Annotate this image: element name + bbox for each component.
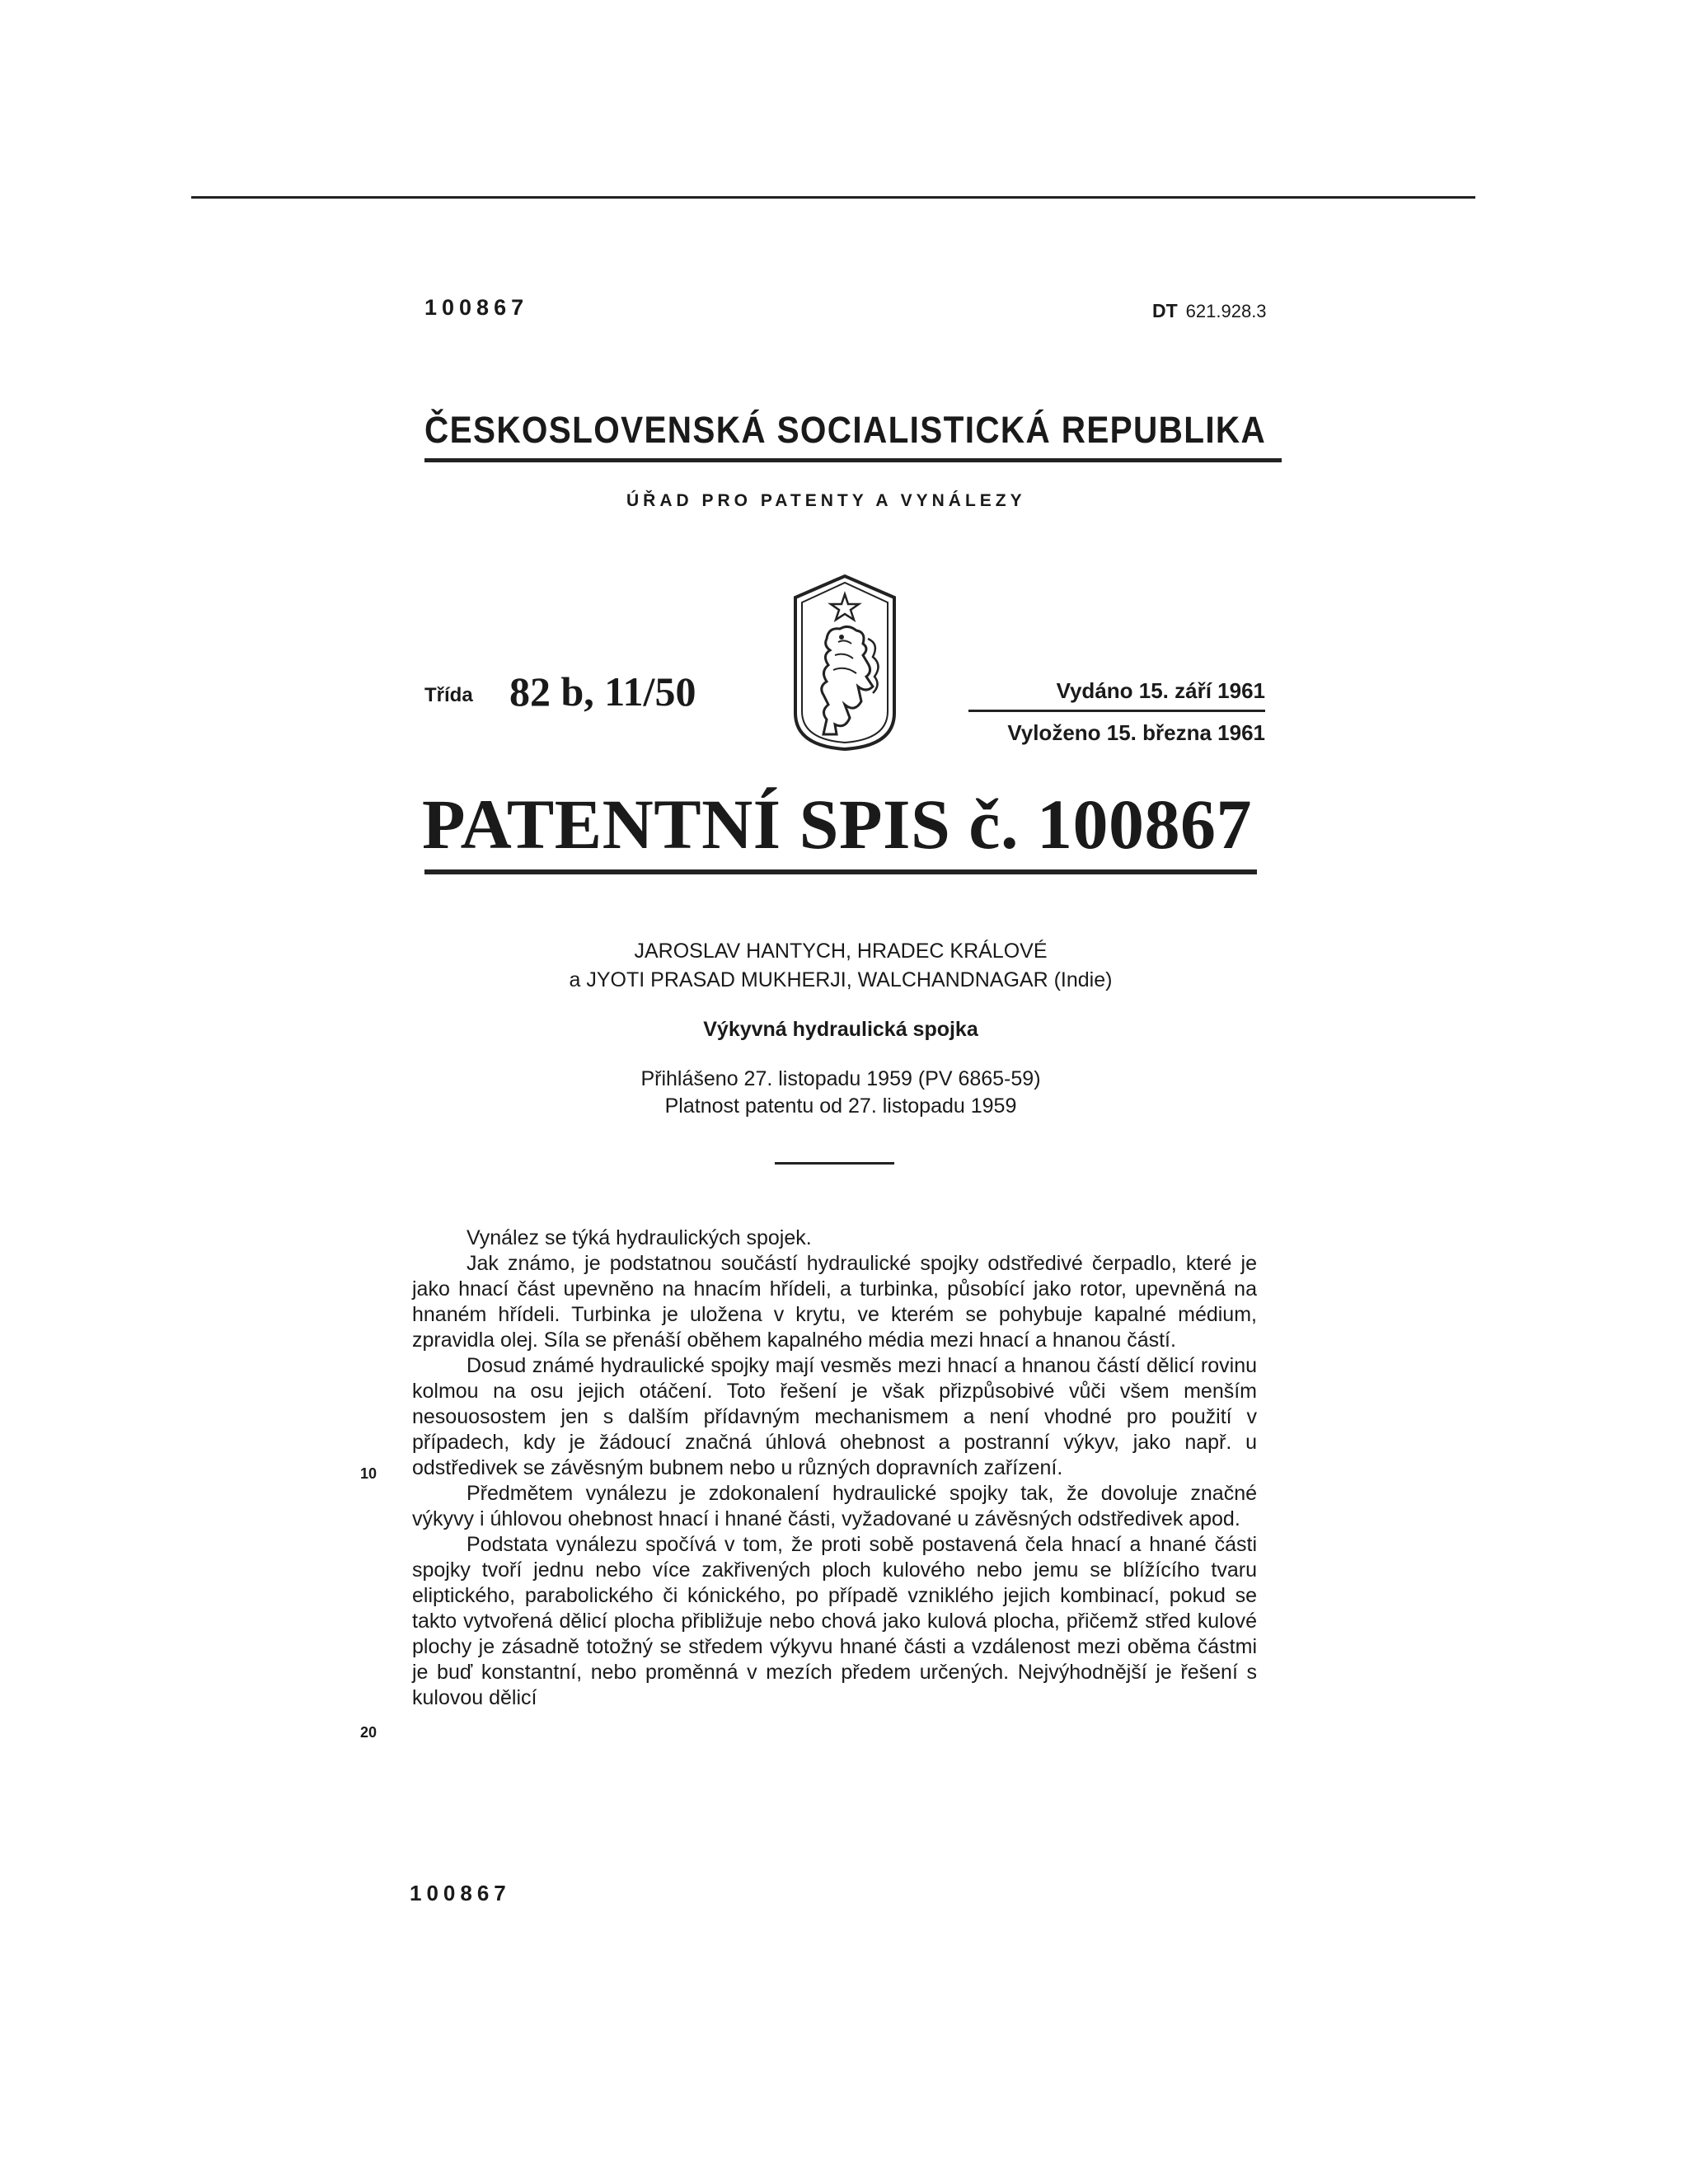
title-rule (424, 869, 1257, 874)
patent-body-text (412, 1226, 1257, 1711)
patent-office-name: ÚŘAD PRO PATENTY A VYNÁLEZY (626, 491, 1026, 510)
published-date: Vyloženo 15. března 1961 (1007, 720, 1265, 745)
margin-line-number-20: 20 (360, 1724, 377, 1741)
body-paragraph-1: Vynález se týká hydraulických spojek. (467, 1226, 812, 1249)
class-label: Třída (424, 684, 473, 706)
body-paragraph-5: Podstata vynálezu spočívá v tom, že proti sobě postavená čela hnací a hnané části spojky tvoří jednu nebo více zakřivených ploch kulového nebo jemu se blížícího tvaru eliptického, parabolického či kónického, po případě vzniklého jejich kombinací, pokud se takto vytvořená dělicí plocha přibližuje nebo chová jako kulová plocha, přičemž střed kulové plochy je zásadně totožný se středem výkyvu hnané části a vzdálenost mezi oběma částmi je buď konstantní, nebo proměnná v mezích předem určených. Nejvýhodnější je řešení s kulovou dělicí (412, 1533, 1257, 1709)
dt-classification (1152, 300, 1267, 322)
top-page-rule (191, 196, 1475, 199)
section-divider (775, 1162, 894, 1165)
issued-date: Vydáno 15. září 1961 (1056, 678, 1265, 703)
margin-line-number-10: 10 (360, 1465, 377, 1482)
document-number-top: 100867 (424, 295, 529, 320)
validity-date: Platnost patentu od 27. listopadu 1959 (664, 1094, 1017, 1118)
dates-divider (968, 710, 1265, 712)
authors-line-2: a JYOTI PRASAD MUKHERJI, WALCHANDNAGAR (Indie) (569, 968, 1113, 991)
patent-title: PATENTNÍ SPIS č. 100867 (422, 785, 1252, 864)
dt-label: DT (1152, 300, 1178, 321)
body-paragraph-3: Dosud známé hydraulické spojky mají vesměs mezi hnací a hnanou částí dělicí rovinu kolmou na osu jejich otáčení. Toto řešení je však přizpůsobivé vůči všem menším nesouosostem jen s dalším přídavným mechanismem a není vhodné pro použití v případech, kdy je žádoucí značná úhlová ohebnost a postranní výkyv, jako např. u odstředivek se závěsným bubnem nebo u různých dopravních zařízení. (412, 1354, 1257, 1479)
state-name-heading: ČESKOSLOVENSKÁ SOCIALISTICKÁ REPUBLIKA (424, 409, 1267, 451)
invention-title: Výkyvná hydraulická spojka (703, 1018, 978, 1041)
publication-dates (968, 672, 1265, 752)
filing-date: Přihlášeno 27. listopadu 1959 (PV 6865-59) (640, 1067, 1041, 1090)
body-paragraph-2: Jak známo, je podstatnou součástí hydraulické spojky odstředivé čerpadlo, které je jako hnací část upevněno na hnacím hřídeli, a turbinka, působící jako rotor, upevněná na hnaném hřídeli. Turbinka je uložena v krytu, ve kterém se pohybuje kapalné médium, zpravidla olej. Síla se přenáší oběhem kapalného média mezi hnací a hnanou částí. (412, 1252, 1257, 1352)
authors-line-1: JAROSLAV HANTYCH, HRADEC KRÁLOVÉ (634, 940, 1048, 963)
state-emblem-icon (787, 573, 903, 752)
document-number-bottom: 100867 (410, 1881, 511, 1905)
class-value: 82 b, 11/50 (509, 668, 696, 715)
body-paragraph-4: Předmětem vynálezu je zdokonalení hydraulické spojky tak, že dovoluje značné výkyvy i úhlovou ohebnost hnací i hnané části, vyžadované u závěsných odstředivek apod. (412, 1482, 1257, 1530)
heading-rule (424, 458, 1282, 462)
dt-value: 621.928.3 (1185, 301, 1267, 321)
